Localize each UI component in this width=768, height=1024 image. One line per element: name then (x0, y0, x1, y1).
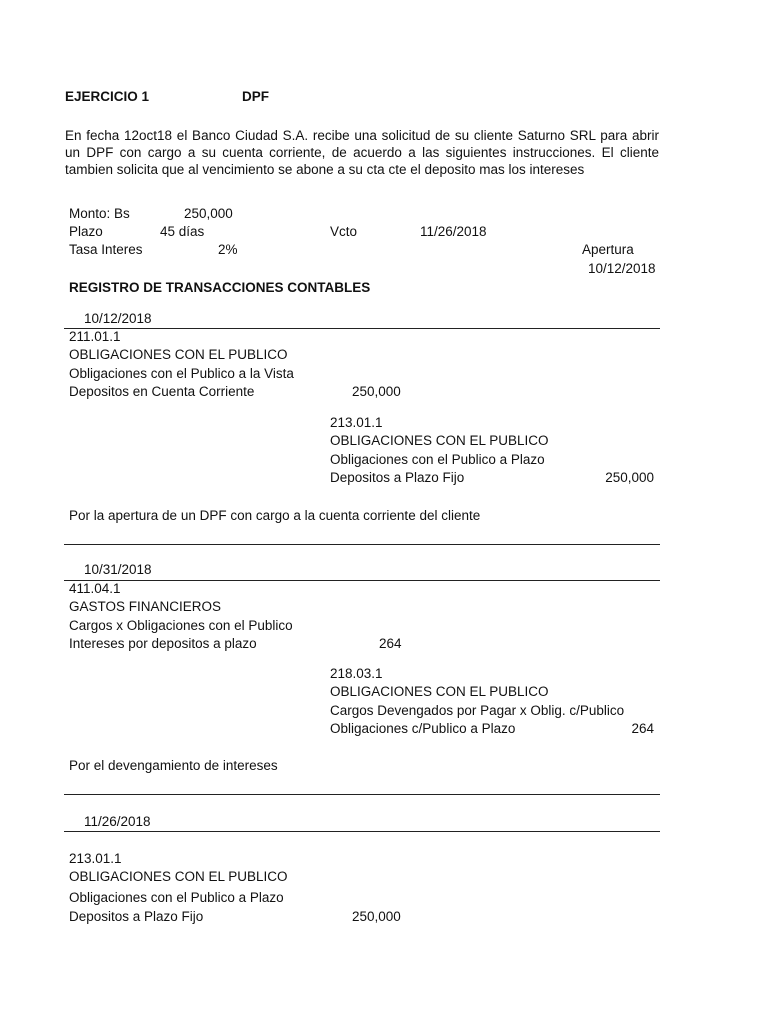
debit-sub: Obligaciones con el Publico a la Vista (69, 366, 294, 381)
debit-code: 411.04.1 (69, 581, 121, 596)
vcto-label: Vcto (330, 224, 358, 239)
credit-account: Depositos a Plazo Fijo (330, 470, 465, 485)
debit-amount: 250,000 (352, 384, 401, 399)
monto-label: Monto: Bs (69, 206, 130, 221)
credit-sub: Obligaciones con el Publico a Plazo (330, 452, 545, 467)
debit-account: Intereses por depositos a plazo (69, 636, 257, 651)
divider (64, 580, 660, 581)
debit-code: 213.01.1 (69, 851, 122, 866)
monto-value: 250,000 (184, 206, 233, 221)
tasa-label: Tasa Interes (69, 242, 143, 257)
entry-date: 10/31/2018 (84, 562, 152, 577)
divider (64, 794, 660, 795)
divider (64, 831, 660, 832)
exercise-subtitle: DPF (242, 89, 269, 104)
tasa-value: 2% (218, 242, 238, 257)
plazo-value: 45 días (160, 224, 205, 239)
debit-group: GASTOS FINANCIEROS (69, 599, 222, 614)
entry-date: 11/26/2018 (84, 814, 151, 829)
credit-account: Obligaciones c/Publico a Plazo (330, 721, 516, 736)
plazo-label: Plazo (69, 224, 103, 239)
apertura-label: Apertura (582, 242, 634, 257)
debit-account: Depositos a Plazo Fijo (69, 909, 204, 924)
credit-code: 218.03.1 (330, 666, 383, 681)
debit-sub: Cargos x Obligaciones con el Publico (69, 618, 293, 633)
entry-note: Por el devengamiento de intereses (69, 758, 278, 773)
register-title: REGISTRO DE TRANSACCIONES CONTABLES (69, 280, 371, 295)
vcto-value: 11/26/2018 (420, 224, 487, 239)
credit-amount: 264 (631, 721, 654, 736)
debit-group: OBLIGACIONES CON EL PUBLICO (69, 347, 288, 362)
credit-group: OBLIGACIONES CON EL PUBLICO (330, 684, 549, 699)
credit-group: OBLIGACIONES CON EL PUBLICO (330, 433, 549, 448)
exercise-title: EJERCICIO 1 (65, 89, 150, 104)
intro-paragraph: En fecha 12oct18 el Banco Ciudad S.A. recibe una solicitud de su cliente Saturno SRL para abrir un DPF con cargo a su cuenta corriente, de acuerdo a las siguientes instrucciones. El cliente tambien solicita que al vencimiento se abone a su cta cte el deposito mas los intereses (65, 128, 659, 177)
divider (64, 544, 660, 545)
debit-group: OBLIGACIONES CON EL PUBLICO (69, 869, 288, 884)
divider (64, 328, 660, 329)
debit-code: 211.01.1 (69, 329, 121, 344)
credit-amount: 250,000 (605, 470, 654, 485)
debit-sub: Obligaciones con el Publico a Plazo (69, 890, 284, 905)
apertura-value: 10/12/2018 (588, 261, 656, 276)
debit-amount: 264 (379, 636, 402, 651)
entry-note: Por la apertura de un DPF con cargo a la cuenta corriente del cliente (69, 508, 481, 523)
entry-date: 10/12/2018 (84, 311, 152, 326)
credit-code: 213.01.1 (330, 415, 383, 430)
credit-sub: Cargos Devengados por Pagar x Oblig. c/Publico (330, 703, 625, 718)
debit-account: Depositos en Cuenta Corriente (69, 384, 255, 399)
debit-amount: 250,000 (352, 909, 401, 924)
